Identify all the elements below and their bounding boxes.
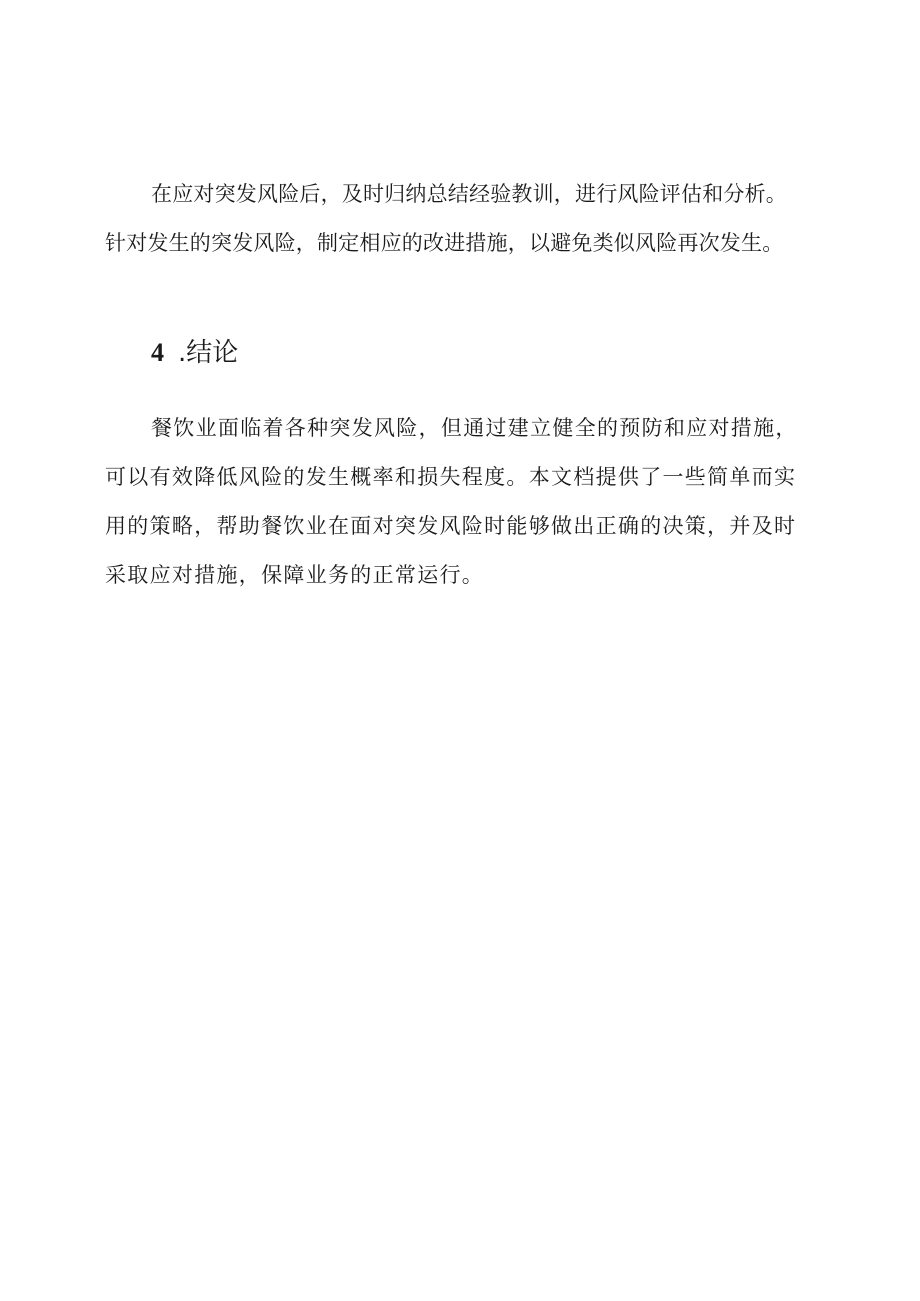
section-number: 4 — [151, 338, 164, 367]
paragraph-line: 针对发生的突发风险，制定相应的改进措施，以避免类似风险再次发生。 — [105, 231, 784, 255]
paragraph-line: 餐饮业面临着各种突发风险，但通过建立健全的预防和应对措施， — [151, 416, 798, 440]
paragraph-line: 在应对突发风险后，及时归纳总结经验教训，进行风险评估和分析。 — [151, 182, 787, 206]
paragraph-conclusion — [105, 404, 825, 600]
paragraph-line: 采取应对措施，保障业务的正常运行。 — [105, 563, 485, 587]
section-heading-conclusion — [151, 335, 238, 371]
section-title: .结论 — [178, 338, 239, 368]
paragraph-risk-review — [105, 170, 825, 268]
paragraph-line: 可以有效降低风险的发生概率和损失程度。本文档提供了一些简单而实 — [105, 465, 797, 489]
paragraph-line: 用的策略，帮助餐饮业在面对突发风险时能够做出正确的决策，并及时 — [105, 514, 797, 538]
